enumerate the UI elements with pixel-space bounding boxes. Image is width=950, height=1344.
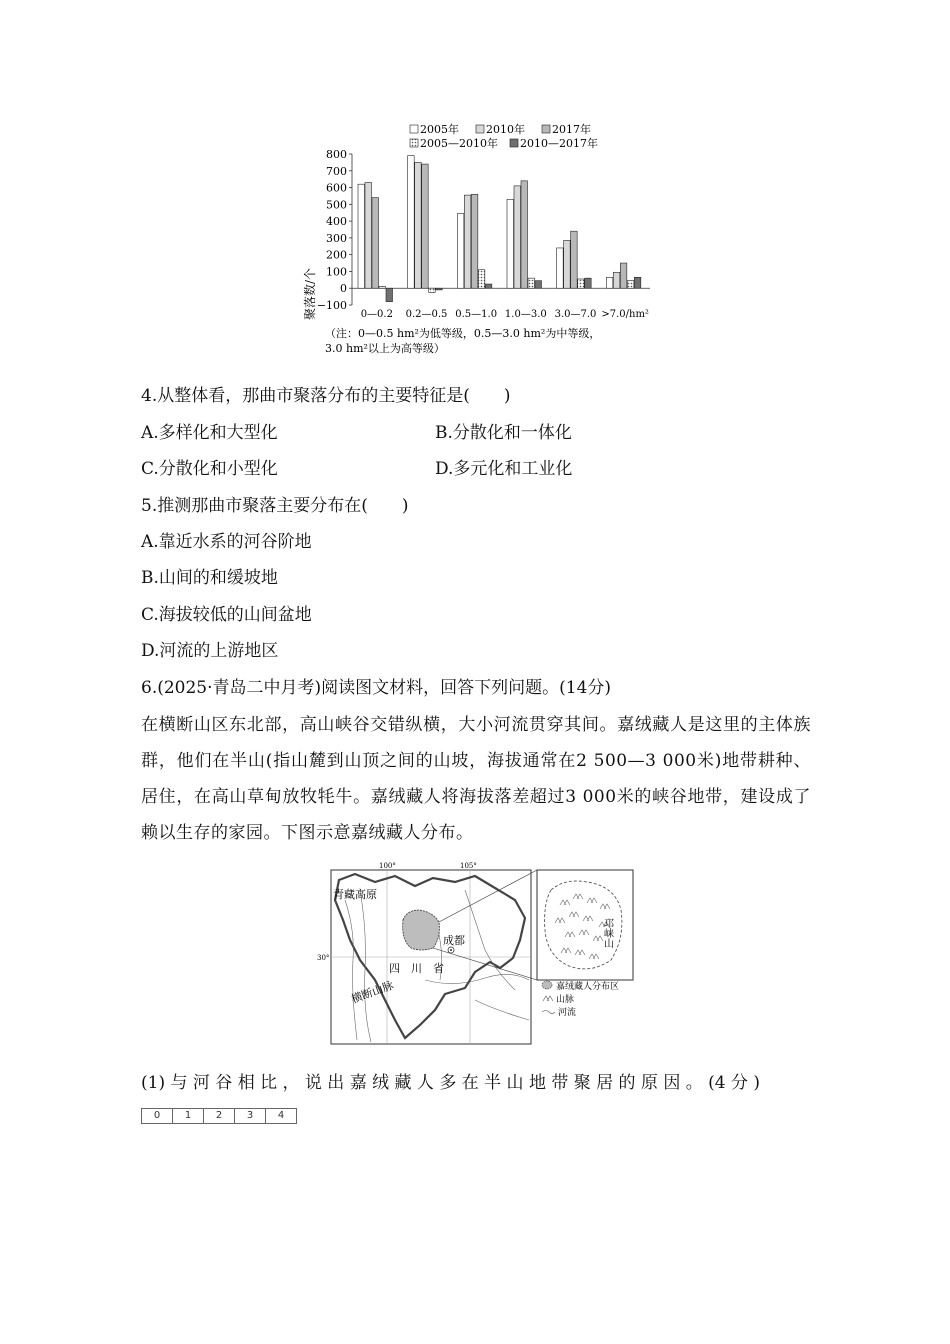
score-box[interactable]: 2: [204, 1109, 235, 1123]
bar: [571, 231, 578, 288]
bar: [379, 287, 386, 289]
q5-option-d[interactable]: D.河流的上游地区: [141, 641, 279, 661]
bar: [436, 288, 443, 290]
x-tick-label: 0.5—1.0: [455, 309, 498, 320]
q4-stem: 4.从整体看，那曲市聚落分布的主要特征是( ): [141, 386, 511, 406]
bar: [372, 198, 379, 289]
y-tick-label: −100: [316, 299, 347, 312]
y-tick-label: 300: [326, 231, 347, 245]
x-tick-label: >7.0/hm²: [601, 309, 649, 320]
q6-stem: 6.(2025·青岛二中月考)阅读图文材料，回答下列问题。(14分): [141, 678, 612, 698]
map-legend: [542, 980, 619, 1018]
legend-swatch: [510, 139, 518, 147]
bar: [627, 281, 634, 289]
bars: [358, 156, 641, 302]
bar: [514, 186, 521, 288]
bar: [585, 278, 592, 288]
q6-material: 在横断山区东北部，高山峡谷交错纵横，大小河流贯穿其间。嘉绒藏人是这里的主体族群，他们在半山(指山麓到山顶之间的山坡，海拔通常在2 500—3 000米)地带耕种、居住，在高山草甸放牧牦牛。嘉绒藏人将海拔落差超过3 000米的峡谷地带，建设成了赖以生存的家园。下图示意嘉绒藏人分布。: [141, 715, 811, 843]
score-box[interactable]: 3: [235, 1109, 266, 1123]
label-plateau: 青藏高原: [333, 888, 377, 901]
bar: [429, 288, 436, 292]
chart-note-line2: 3.0 hm²以上为高等级）: [325, 342, 445, 355]
y-tick-label: 600: [326, 181, 347, 195]
bar: [471, 194, 478, 288]
bar: [408, 156, 415, 289]
score-boxes[interactable]: [141, 1108, 297, 1124]
legend-river-label: 河流: [558, 1008, 577, 1018]
bar: [485, 284, 492, 288]
q5-option-a[interactable]: A.靠近水系的河谷阶地: [141, 532, 312, 552]
map-inset-frame: [537, 870, 633, 980]
label-province: 四 川 省: [389, 962, 444, 975]
bar: [564, 240, 571, 288]
label-qionglai: 邛崃山: [601, 918, 613, 948]
bar: [464, 195, 471, 288]
y-tick-label: 100: [326, 265, 347, 279]
bar: [528, 278, 535, 288]
chart-legend: [410, 122, 598, 150]
x-axis-labels: [361, 309, 649, 320]
bar: [521, 181, 528, 288]
q5-option-b[interactable]: B.山间的和缓坡地: [141, 568, 278, 588]
x-tick-label: 3.0—7.0: [554, 309, 597, 320]
bar: [415, 162, 422, 288]
x-tick-label: 0—0.2: [360, 309, 393, 320]
chart-note-line1: （注：0—0.5 hm²为低等级，0.5—3.0 hm²为中等级，: [325, 327, 601, 340]
legend-label: 2005—2010年: [420, 137, 498, 150]
settlement-bar-chart: [300, 120, 660, 360]
q4-option-a[interactable]: A.多样化和大型化: [141, 423, 278, 443]
y-tick-label: 400: [326, 215, 347, 229]
lat-label-30: 30°: [317, 954, 330, 962]
bar: [507, 199, 514, 288]
q5-stem: 5.推测那曲市聚落主要分布在( ): [141, 496, 409, 516]
q4-option-b[interactable]: B.分散化和一体化: [435, 423, 572, 443]
bar: [358, 184, 365, 288]
bar: [606, 277, 613, 288]
score-box[interactable]: 1: [173, 1109, 204, 1123]
legend-label: 2005年: [420, 123, 459, 136]
label-hengduan: 横断山脉: [349, 978, 396, 1006]
q6-sub1: (1) 与 河 谷 相 比 ， 说 出 嘉 绒 藏 人 多 在 半 山 地 带 聚 居 的 原 因 。 (4 分 ): [141, 1073, 761, 1093]
legend-label: 2010年: [486, 123, 525, 136]
bar: [620, 263, 627, 288]
y-tick-label: 800: [326, 148, 347, 161]
bar: [457, 214, 464, 289]
bar: [557, 248, 564, 288]
x-tick-label: 0.2—0.5: [405, 309, 448, 320]
q4-option-c[interactable]: C.分散化和小型化: [141, 459, 278, 479]
bar: [578, 279, 585, 288]
legend-swatch: [410, 139, 418, 147]
legend-swatch: [476, 125, 484, 133]
y-tick-label: 700: [326, 164, 347, 178]
legend-area-label: 嘉绒藏人分布区: [556, 982, 620, 992]
jiarong-area-main: [403, 910, 440, 950]
label-chengdu: 成都: [443, 934, 465, 947]
bar: [365, 183, 372, 289]
y-axis-label: 聚落数/个: [303, 267, 317, 320]
bar: [478, 270, 485, 288]
lon-label-105: 105°: [460, 862, 477, 870]
lon-label-100: 100°: [379, 862, 396, 870]
legend-label: 2010—2017年: [520, 137, 598, 150]
q4-option-d[interactable]: D.多元化和工业化: [435, 459, 573, 479]
score-box[interactable]: 4: [277, 1110, 285, 1121]
x-tick-label: 1.0—3.0: [504, 309, 547, 320]
y-tick-label: 200: [326, 248, 347, 262]
y-tick-label: 500: [326, 198, 347, 212]
legend-mountain-label: 山脉: [556, 995, 575, 1005]
bar: [535, 281, 542, 289]
bar: [422, 164, 429, 288]
bar: [634, 277, 641, 288]
legend-swatch: [410, 125, 418, 133]
y-tick-label: 0: [340, 282, 347, 296]
legend-swatch: [542, 125, 550, 133]
bar: [386, 288, 393, 301]
bar: [613, 272, 620, 288]
score-box[interactable]: 0: [142, 1109, 173, 1123]
jiarong-distribution-map: [315, 860, 635, 1046]
q5-option-c[interactable]: C.海拔较低的山间盆地: [141, 605, 312, 625]
legend-label: 2017年: [552, 123, 591, 136]
